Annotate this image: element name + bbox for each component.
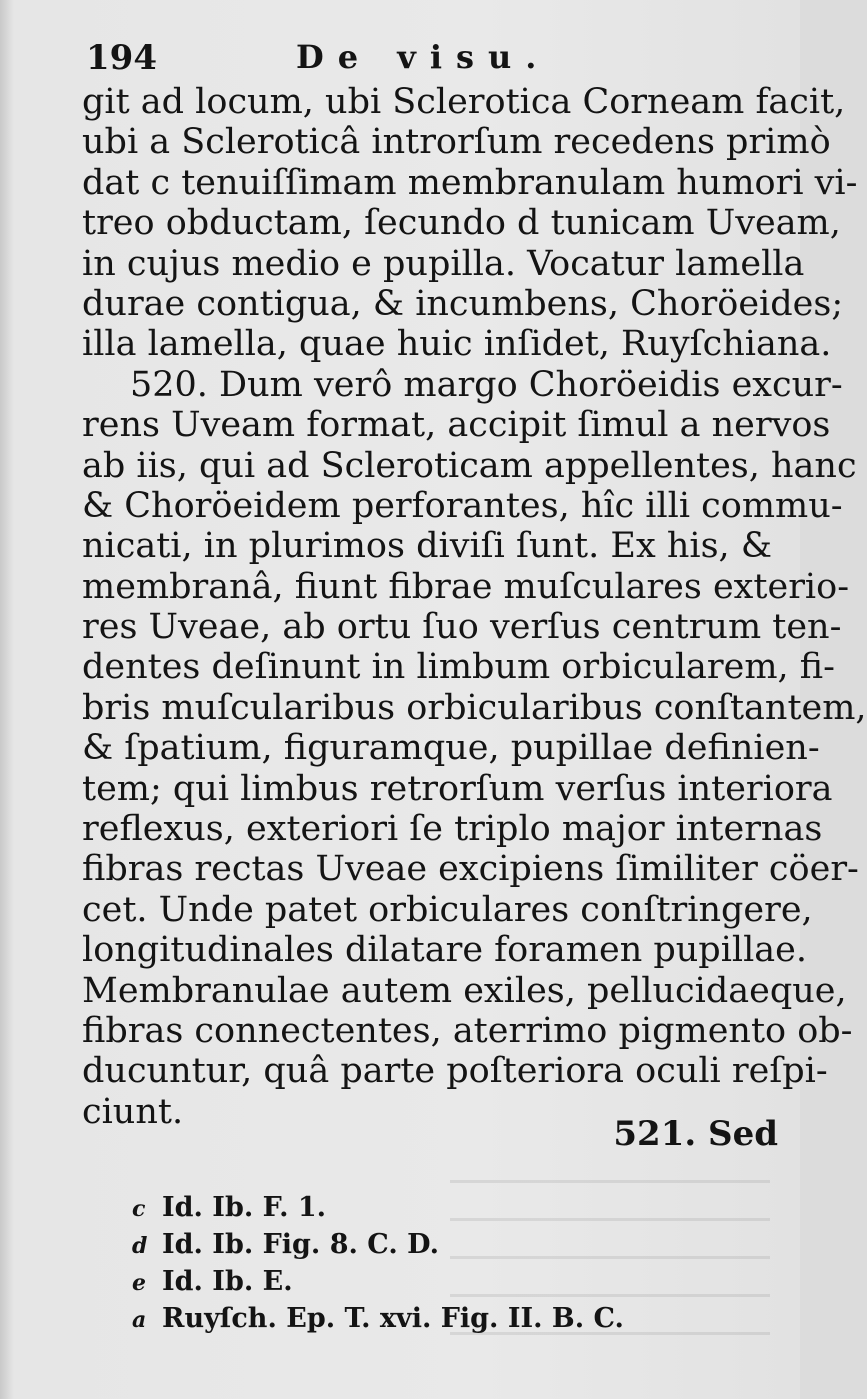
text-line: treo obductam, ſecundo d tunicam Uveam, (82, 203, 841, 244)
text-line: reflexus, exteriori ſe triplo major internas (82, 809, 823, 850)
footnote-mark: c (132, 1196, 146, 1222)
text-line: nicati, in plurimos diviſi ſunt. Ex his, & (82, 526, 772, 567)
running-head (0, 38, 800, 88)
paragraph-end-line: ciunt. (82, 1091, 184, 1132)
footnote-mark: a (132, 1307, 147, 1333)
catchword: 521. Sed (613, 1114, 778, 1154)
footnote-mark: e (132, 1270, 146, 1296)
text-line: durae contigua, & incumbens, Choröeides; (82, 283, 844, 324)
footnote-mark: d (132, 1233, 148, 1259)
footnotes (132, 1190, 624, 1338)
text-line: git ad locum, ubi Sclerotica Corneam facit, (82, 82, 846, 122)
text-line: dat c tenuiſſimam membranulam humori vi- (82, 162, 858, 203)
body-text (82, 82, 867, 1132)
footnote (132, 1301, 624, 1338)
text-line: rens Uveam format, accipit ſimul a nervos (82, 405, 831, 446)
footnote (132, 1264, 624, 1301)
paragraph-start-line: 520. Dum verô margo Choröeidis excur- (130, 364, 843, 405)
footnote-text: Ruyſch. Ep. T. xvi. Fig. II. B. C. (162, 1303, 624, 1334)
footnote-text: Id. Ib. F. 1. (162, 1192, 327, 1223)
text-line: tem; qui limbus retrorſum verſus interiora (82, 768, 833, 809)
text-line: ducuntur, quâ parte poſteriora oculi reſpi- (82, 1051, 828, 1092)
text-line: ab iis, qui ad Scleroticam appellentes, hanc (82, 445, 857, 486)
text-line: illa lamella, quae huic inſidet, Ruyſchiana. (82, 324, 832, 365)
text-line: dentes deſinunt in limbum orbicularem, fi- (82, 647, 835, 688)
text-line: Membranulae autem exiles, pellucidaeque, (82, 970, 847, 1011)
text-line: & ſpatium, figuramque, pupillae definien- (82, 728, 820, 769)
text-line: longitudinales dilatare foramen pupillae. (82, 930, 808, 971)
footnote (132, 1190, 624, 1227)
text-line: res Uveae, ab ortu ſuo verſus centrum ten- (82, 607, 842, 648)
footnote-text: Id. Ib. E. (162, 1266, 293, 1297)
text-line: membranâ, fiunt fibrae muſculares exterio- (82, 566, 850, 607)
text-line: ubi a Scleroticâ introrſum recedens primò (82, 122, 831, 163)
footnote (132, 1227, 624, 1264)
text-line: & Choröeidem perforantes, hîc illi commu- (82, 485, 843, 526)
text-line: fibras connectentes, aterrimo pigmento ob- (82, 1010, 853, 1051)
text-line: cet. Unde patet orbiculares conſtringere, (82, 889, 813, 930)
running-title: De visu. (296, 38, 551, 76)
text-line: in cujus medio e pupilla. Vocatur lamella (82, 243, 805, 284)
footnote-text: Id. Ib. Fig. 8. C. D. (162, 1229, 439, 1260)
page-number: 194 (86, 38, 157, 78)
text-line: bris muſcularibus orbicularibus conſtantem, (82, 687, 867, 728)
text-line: fibras rectas Uveae excipiens ſimiliter cöer- (82, 849, 859, 890)
